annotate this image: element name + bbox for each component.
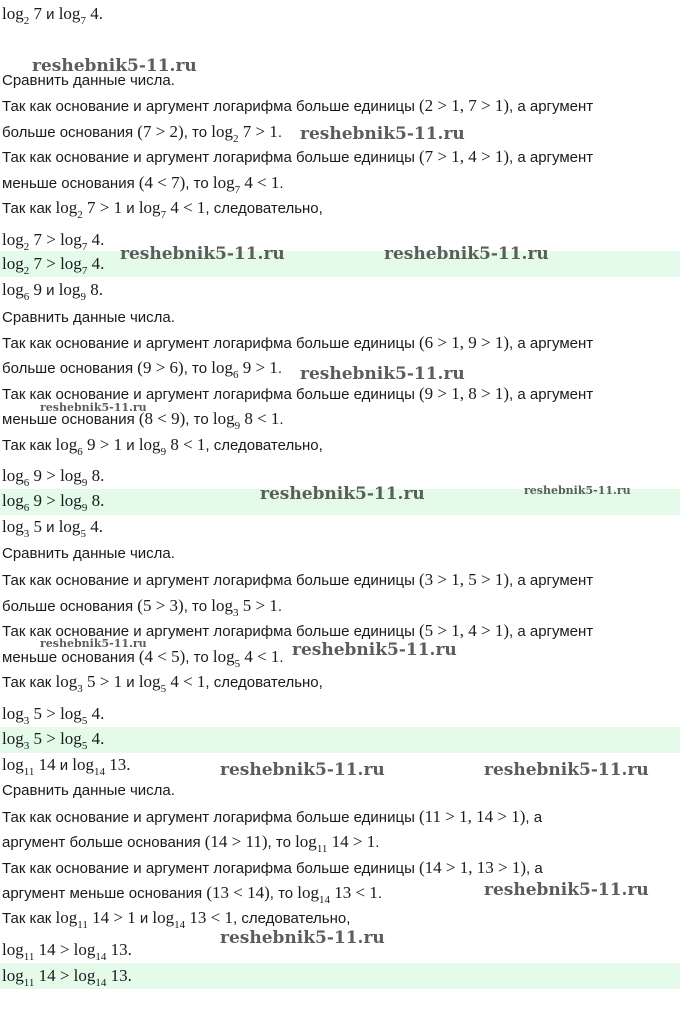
problem-heading: $\log_6 9$ и $\log_9 8$. [2, 280, 103, 303]
watermark: reshebnik5-11.ru [40, 401, 147, 414]
compare-instruction: Сравнить данные числа. [2, 309, 175, 326]
problem-heading: $\log_{11} 14$ и $\log_{14} 13$. [2, 755, 131, 778]
therefore-line: Так как $\log_{11} 14 > 1$ и $\log_{14} 13 < 1$, следовательно, [2, 908, 351, 931]
therefore-line: Так как $\log_3 5 > 1$ и $\log_5 4 < 1$, следовательно, [2, 672, 323, 695]
watermark: reshebnik5-11.ru [292, 640, 457, 660]
reasoning-line: Так как основание и аргумент логарифма больше единицы (3 > 1, 5 > 1), а аргумент [2, 570, 594, 589]
watermark: reshebnik5-11.ru [220, 928, 385, 948]
watermark: reshebnik5-11.ru [384, 244, 549, 264]
reasoning-line: меньше основания (8 < 9), то $\log_9 8 < 1$. [2, 409, 284, 432]
watermark: reshebnik5-11.ru [32, 56, 197, 76]
watermark: reshebnik5-11.ru [300, 124, 465, 144]
watermark: reshebnik5-11.ru [120, 244, 285, 264]
reasoning-line: больше основания (5 > 3), то $\log_3 5 > 1$. [2, 596, 282, 619]
therefore-line: Так как $\log_6 9 > 1$ и $\log_9 8 < 1$, следовательно, [2, 435, 323, 458]
compare-instruction: Сравнить данные числа. [2, 545, 175, 562]
answer-line: $\log_6 9 > \log_9 8$. [2, 491, 105, 514]
answer-line: $\log_3 5 > \log_5 4$. [2, 729, 105, 752]
reasoning-line: больше основания (9 > 6), то $\log_6 9 > 1$. [2, 358, 282, 381]
reasoning-line: больше основания (7 > 2), то $\log_2 7 > 1$. [2, 122, 282, 145]
reasoning-line: меньше основания (4 < 7), то $\log_7 4 < 1$. [2, 173, 284, 196]
watermark: reshebnik5-11.ru [300, 364, 465, 384]
result-line: $\log_6 9 > \log_9 8$. [2, 466, 105, 489]
watermark: reshebnik5-11.ru [220, 760, 385, 780]
reasoning-line: Так как основание и аргумент логарифма больше единицы (7 > 1, 4 > 1), а аргумент [2, 147, 594, 166]
reasoning-line: Так как основание и аргумент логарифма больше единицы (14 > 1, 13 > 1), а [2, 858, 543, 877]
reasoning-line: меньше основания (4 < 5), то $\log_5 4 < 1$. [2, 647, 284, 670]
result-line: $\log_2 7 > \log_7 4$. [2, 230, 105, 253]
reasoning-line: Так как основание и аргумент логарифма больше единицы (5 > 1, 4 > 1), а аргумент [2, 621, 594, 640]
result-line: $\log_3 5 > \log_5 4$. [2, 704, 105, 727]
reasoning-line: Так как основание и аргумент логарифма больше единицы (2 > 1, 7 > 1), а аргумент [2, 96, 594, 115]
watermark: reshebnik5-11.ru [484, 760, 649, 780]
answer-line: $\log_{11} 14 > \log_{14} 13$. [2, 966, 132, 989]
problem-heading: $\log_3 5$ и $\log_5 4$. [2, 517, 103, 540]
reasoning-line: Так как основание и аргумент логарифма больше единицы (9 > 1, 8 > 1), а аргумент [2, 384, 594, 403]
compare-instruction: Сравнить данные числа. [2, 72, 175, 89]
result-line: $\log_{11} 14 > \log_{14} 13$. [2, 940, 132, 963]
reasoning-line: аргумент больше основания (14 > 11), то $\log_{11} 14 > 1$. [2, 832, 380, 855]
watermark: reshebnik5-11.ru [524, 484, 631, 497]
reasoning-line: Так как основание и аргумент логарифма больше единицы (6 > 1, 9 > 1), а аргумент [2, 333, 594, 352]
watermark: reshebnik5-11.ru [484, 880, 649, 900]
watermark: reshebnik5-11.ru [40, 637, 147, 650]
reasoning-line: Так как основание и аргумент логарифма больше единицы (11 > 1, 14 > 1), а [2, 807, 543, 826]
reasoning-line: аргумент меньше основания (13 < 14), то $\log_{14} 13 < 1$. [2, 883, 383, 906]
compare-instruction: Сравнить данные числа. [2, 782, 175, 799]
answer-line: $\log_2 7 > \log_7 4$. [2, 254, 105, 277]
problem-heading: $\log_2 7$ и $\log_7 4$. [2, 4, 103, 27]
therefore-line: Так как $\log_2 7 > 1$ и $\log_7 4 < 1$, следовательно, [2, 198, 323, 221]
watermark: reshebnik5-11.ru [260, 484, 425, 504]
